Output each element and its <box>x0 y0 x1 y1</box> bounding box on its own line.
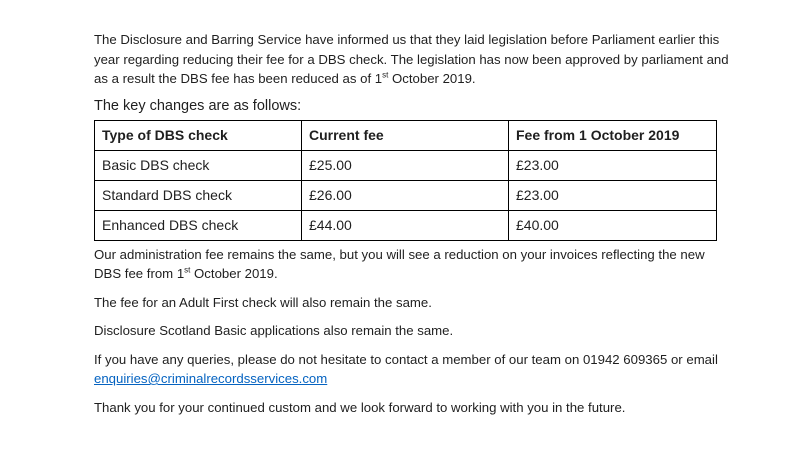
document-body <box>94 30 734 417</box>
admin-text: Our administration fee remains the same, but you will see a reduction on your invoices reflecting the new DBS fee from 1 <box>94 246 705 281</box>
header-type: Type of DBS check <box>95 120 302 150</box>
scotland-paragraph: Disclosure Scotland Basic applications also remain the same. <box>94 323 454 338</box>
intro-paragraph <box>94 30 734 89</box>
admin-text-end: October 2019. <box>190 266 278 281</box>
queries-text: If you have any queries, please do not hesitate to contact a member of our team on 01942 609365 or email <box>94 351 718 367</box>
admin-ordinal: st <box>184 265 191 275</box>
queries-paragraph <box>94 350 734 389</box>
closing-paragraph: Thank you for your continued custom and we look forward to working with you in the future. <box>94 399 626 415</box>
adult-first-paragraph: The fee for an Adult First check will also remain the same. <box>94 294 432 310</box>
cell-new-fee: £23.00 <box>509 180 717 210</box>
cell-type: Enhanced DBS check <box>95 210 302 240</box>
key-changes-heading: The key changes are as follows: <box>94 97 302 114</box>
cell-current-fee: £44.00 <box>302 210 509 240</box>
table-row <box>95 150 717 180</box>
fee-table <box>94 120 717 241</box>
header-new-fee: Fee from 1 October 2019 <box>509 120 717 150</box>
cell-current-fee: £26.00 <box>302 180 509 210</box>
cell-current-fee: £25.00 <box>302 150 509 180</box>
email-link[interactable]: enquiries@criminalrecordsservices.com <box>94 371 328 386</box>
intro-text: The Disclosure and Barring Service have informed us that they laid legislation before Parliament earlier this year regarding reducing their fee for a DBS check. The legislation has now been approved by parliament and as a result the DBS fee has been reduced as of 1 <box>94 32 729 86</box>
table-row <box>95 180 717 210</box>
cell-new-fee: £40.00 <box>509 210 717 240</box>
cell-type: Standard DBS check <box>95 180 302 210</box>
intro-ordinal: st <box>382 70 389 80</box>
cell-new-fee: £23.00 <box>509 150 717 180</box>
intro-text-end: October 2019. <box>388 71 476 86</box>
header-current-fee: Current fee <box>302 120 509 150</box>
admin-fee-paragraph <box>94 245 734 284</box>
table-row <box>95 210 717 240</box>
table-header-row <box>95 120 717 150</box>
cell-type: Basic DBS check <box>95 150 302 180</box>
